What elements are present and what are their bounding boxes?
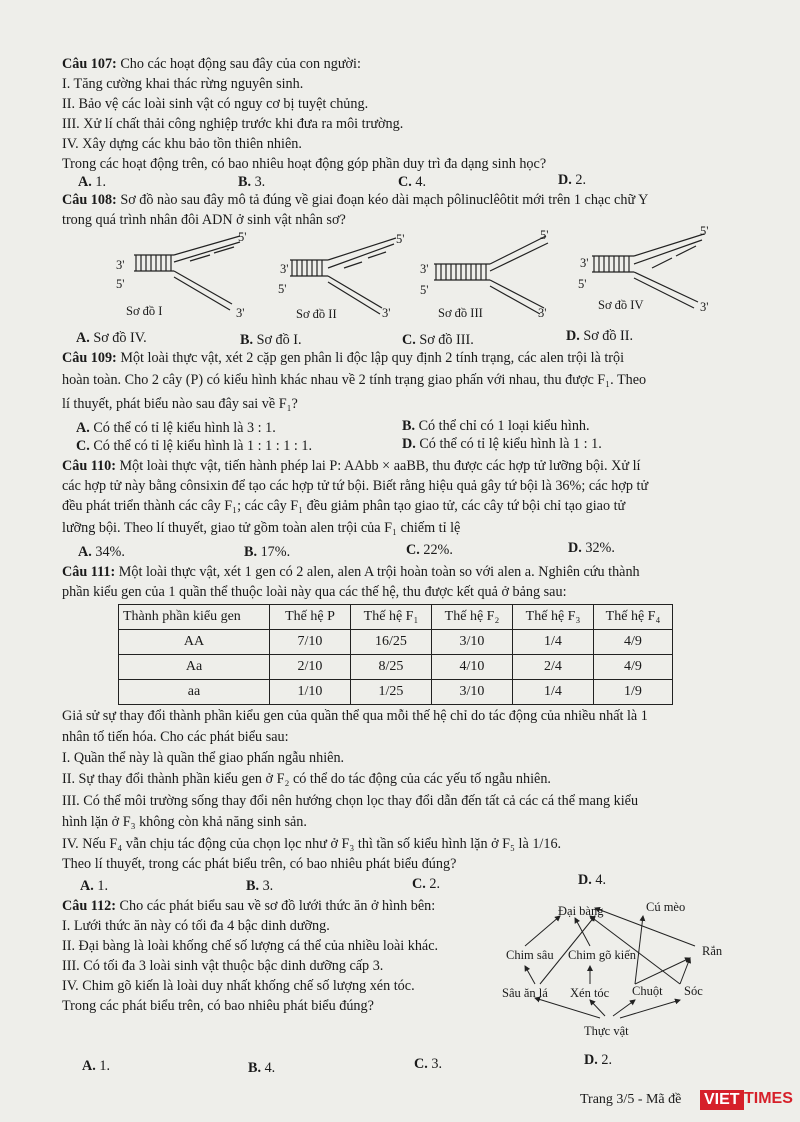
- q107-option-b: B. 3.: [238, 174, 266, 190]
- q112-option-a: A. 1.: [82, 1058, 110, 1074]
- viettimes-logo: [700, 1088, 793, 1114]
- q112-item-3: III. Có tối đa 3 loài sinh vật thuộc bậc dinh dưỡng cấp 3.: [62, 958, 384, 974]
- q109-option-d: D. Có thể có tỉ lệ kiểu hình là 1 : 1.: [402, 436, 602, 452]
- q107-option-a: A. 1.: [78, 174, 106, 190]
- table-cell: 4/9: [594, 655, 673, 680]
- table-row: [119, 630, 673, 655]
- table-cell: 8/25: [351, 655, 432, 680]
- q110-stem-line4: lưỡng bội. Theo lí thuyết, giao tử gồm toàn alen trội của F₁ chiếm tỉ lệ: [62, 520, 461, 536]
- diagram-1-end-left-top: 3': [116, 258, 125, 272]
- diagram-4-label: Sơ đồ IV: [598, 298, 644, 312]
- diagram-4-end-left-bottom: 5': [578, 277, 587, 291]
- q112-item-2: II. Đại bàng là loài khống chế số lượng cá thể của nhiều loài khác.: [62, 938, 439, 954]
- q107-item-3: III. Xử lí chất thải công nghiệp trước khi đưa ra môi trường.: [62, 116, 404, 132]
- q111-option-d: D. 4.: [578, 872, 606, 888]
- table-cell: 7/10: [270, 630, 351, 655]
- q107-stem: Câu 107: Cho các hoạt động sau đây của con người:: [62, 56, 361, 72]
- q111-option-a: A. 1.: [80, 878, 108, 894]
- q107-option-d: D. 2.: [558, 172, 586, 188]
- table-cell: AA: [119, 630, 270, 655]
- diagram-2-label: Sơ đồ II: [296, 307, 337, 321]
- table-header-cell: Thế hệ F₂: [432, 605, 513, 630]
- foodweb-node-dai-bang: Đại bàng: [558, 904, 604, 918]
- q110-stem-line3: đều phát triển thành các cây F₁; các cây F₁ đều giảm phân tạo giao tử, các cây tứ bội chỉ tạo giao tử: [62, 498, 626, 514]
- table-cell: 1/9: [594, 680, 673, 705]
- q112-item-4: IV. Chim gõ kiến là loài duy nhất khống chế số lượng xén tóc.: [62, 978, 415, 994]
- q112-stem: Câu 112: Cho các phát biểu sau về sơ đồ lưới thức ăn ở hình bên:: [62, 898, 436, 914]
- q111-after-line1: Giả sử sự thay đổi thành phần kiểu gen của quần thể qua mỗi thế hệ chỉ do tác động của nhiều nhất là 1: [62, 708, 648, 724]
- q109-option-b: B. Có thể chỉ có 1 loại kiểu hình.: [402, 418, 590, 434]
- table-cell: 4/10: [432, 655, 513, 680]
- q111-item-3-cont: hình lặn ở F₃ không còn khả năng sinh sản.: [62, 814, 307, 830]
- q110-option-c: C. 22%.: [406, 542, 453, 558]
- table-header-cell: Thế hệ P: [270, 605, 351, 630]
- table-cell: 1/4: [513, 630, 594, 655]
- q111-item-2: II. Sự thay đổi thành phần kiểu gen ở F₂ có thể do tác động của các yếu tố ngẫu nhiên.: [62, 771, 551, 787]
- diagram-3-end-left-top: 3': [420, 262, 429, 276]
- foodweb-node-ran: Rắn: [702, 944, 723, 958]
- q112-question: Trong các phát biểu trên, có bao nhiêu phát biểu đúng?: [62, 998, 374, 1014]
- table-cell: 1/10: [270, 680, 351, 705]
- q107-item-2: II. Bảo vệ các loài sinh vật có nguy cơ bị tuyệt chủng.: [62, 96, 369, 112]
- q110-option-b: B. 17%.: [244, 544, 291, 560]
- foodweb-node-thuc-vat: Thực vật: [584, 1024, 629, 1038]
- q111-item-4: IV. Nếu F₄ vẫn chịu tác động của chọn lọc như ở F₃ thì tần số kiểu hình lặn ở F₅ là 1/16.: [62, 836, 562, 852]
- q111-after-line2: nhân tố tiến hóa. Cho các phát biểu sau:: [62, 729, 289, 745]
- q109-option-a: A. Có thể có tỉ lệ kiểu hình là 3 : 1.: [76, 420, 276, 436]
- foodweb-node-xen-toc: Xén tóc: [570, 986, 610, 1000]
- diagram-4-end-top: 5': [700, 224, 709, 238]
- q109-stem-line3: lí thuyết, phát biểu nào sau đây sai về F₁?: [62, 396, 298, 412]
- table-cell: 1/4: [513, 680, 594, 705]
- foodweb-node-cu-meo: Cú mèo: [646, 900, 686, 914]
- foodweb-node-chim-go-kien: Chim gõ kiến: [568, 948, 637, 962]
- table-cell: 3/10: [432, 630, 513, 655]
- q108-option-d: D. Sơ đồ II.: [566, 328, 634, 344]
- table-row: [119, 655, 673, 680]
- foodweb-node-chim-sau: Chim sâu: [506, 948, 554, 962]
- q111-option-b: B. 3.: [246, 878, 274, 894]
- q108-stem-line1: Câu 108: Sơ đồ nào sau đây mô tả đúng về giai đoạn kéo dài mạch pôlinuclêôtit mới trên 1 chạc chữ Y: [62, 192, 649, 208]
- q111-stem-line2: phần kiểu gen của 1 quần thể thuộc loài này qua các thế hệ, thu được kết quả ở bảng sau:: [62, 584, 567, 600]
- q111-question: Theo lí thuyết, trong các phát biểu trên, có bao nhiêu phát biểu đúng?: [62, 856, 457, 872]
- q111-item-1: I. Quần thể này là quần thể giao phấn ngẫu nhiên.: [62, 750, 345, 766]
- q111-option-c: C. 2.: [412, 876, 440, 892]
- diagram-4-end-left-top: 3': [580, 256, 589, 270]
- logo-times: TIMES: [744, 1090, 793, 1107]
- diagram-2-end-left-bottom: 5': [278, 282, 287, 296]
- diagram-3-label: Sơ đồ III: [438, 306, 483, 320]
- q109-option-c: C. Có thể có tỉ lệ kiểu hình là 1 : 1 : 1 : 1.: [76, 438, 313, 454]
- table-cell: 1/25: [351, 680, 432, 705]
- q107-question: Trong các hoạt động trên, có bao nhiêu hoạt động góp phần duy trì đa dạng sinh học?: [62, 156, 547, 172]
- diagram-2-end-top: 5': [396, 232, 405, 246]
- q111-stem-line1: Câu 111: Một loài thực vật, xét 1 gen có 2 alen, alen A trội hoàn toàn so với alen a. Nghiên cứu thành: [62, 564, 640, 580]
- table-cell: 16/25: [351, 630, 432, 655]
- q109-stem-line2: hoàn toàn. Cho 2 cây (P) có kiểu hình khác nhau về 2 tính trạng giao phấn với nhau, thu được F₁. Theo: [62, 372, 647, 388]
- diagram-4-end-bottom: 3': [700, 300, 709, 314]
- page-footer: Trang 3/5 - Mã đề: [580, 1092, 682, 1107]
- q111-item-3: III. Có thể môi trường sống thay đổi nên hướng chọn lọc thay đổi dẫn đến tất cả các cá thể mang kiểu: [62, 793, 639, 809]
- table-cell: Aa: [119, 655, 270, 680]
- diagram-1-label: Sơ đồ I: [126, 304, 163, 318]
- table-header-cell: Thành phần kiểu gen: [119, 605, 270, 630]
- table-cell: 3/10: [432, 680, 513, 705]
- q112-option-c: C. 3.: [414, 1056, 442, 1072]
- foodweb-node-sau-an-la: Sâu ăn lá: [502, 986, 548, 1000]
- q107-item-4: IV. Xây dựng các khu bảo tồn thiên nhiên.: [62, 136, 302, 152]
- q110-stem-line1: Câu 110: Một loài thực vật, tiến hành phép lai P: AAbb × aaBB, thu được các hợp tử lưỡng bội. Xử lí: [62, 458, 641, 474]
- q109-stem-line1: Câu 109: Một loài thực vật, xét 2 cặp gen phân li độc lập quy định 2 tính trạng, các alen trội là trội: [62, 350, 625, 366]
- q108-stem-line2: trong quá trình nhân đôi ADN ở sinh vật nhân sơ?: [62, 212, 346, 228]
- genotype-table: [118, 604, 673, 705]
- table-row: [119, 680, 673, 705]
- table-cell: 2/4: [513, 655, 594, 680]
- diagram-1-end-bottom: 3': [236, 306, 245, 320]
- diagram-2-end-bottom: 3': [382, 306, 391, 320]
- diagram-2-end-left-top: 3': [280, 262, 289, 276]
- table-header-row: [119, 605, 673, 630]
- q107-option-c: C. 4.: [398, 174, 426, 190]
- diagram-3-end-bottom: 3': [538, 306, 547, 320]
- table-cell: 2/10: [270, 655, 351, 680]
- table-header-cell: Thế hệ F₄: [594, 605, 673, 630]
- q108-option-c: C. Sơ đồ III.: [402, 332, 474, 348]
- logo-viet: VIET: [700, 1090, 744, 1110]
- q110-stem-line2: các hợp tử này bằng cônsixin để tạo các hợp tử tứ bội. Biết rằng hiệu quả gây tứ bội là 36%; các hợp tử: [62, 478, 649, 494]
- table-header-cell: Thế hệ F₁: [351, 605, 432, 630]
- table-cell: aa: [119, 680, 270, 705]
- q108-option-b: B. Sơ đồ I.: [240, 332, 302, 348]
- q108-option-a: A. Sơ đồ IV.: [76, 330, 147, 346]
- q110-option-d: D. 32%.: [568, 540, 615, 556]
- diagram-3-end-top: 5': [540, 228, 549, 242]
- table-cell: 4/9: [594, 630, 673, 655]
- foodweb-node-chuot: Chuột: [632, 984, 663, 998]
- q110-option-a: A. 34%.: [78, 544, 125, 560]
- q107-item-1: I. Tăng cường khai thác rừng nguyên sinh.: [62, 76, 304, 92]
- q112-item-1: I. Lưới thức ăn này có tối đa 4 bậc dinh dưỡng.: [62, 918, 330, 934]
- q112-option-d: D. 2.: [584, 1052, 612, 1068]
- diagram-1-end-left-bottom: 5': [116, 277, 125, 291]
- foodweb-node-soc: Sóc: [684, 984, 703, 998]
- diagram-3-end-left-bottom: 5': [420, 283, 429, 297]
- diagram-1-end-top: 5': [238, 230, 247, 244]
- table-header-cell: Thế hệ F₃: [513, 605, 594, 630]
- q112-option-b: B. 4.: [248, 1060, 276, 1076]
